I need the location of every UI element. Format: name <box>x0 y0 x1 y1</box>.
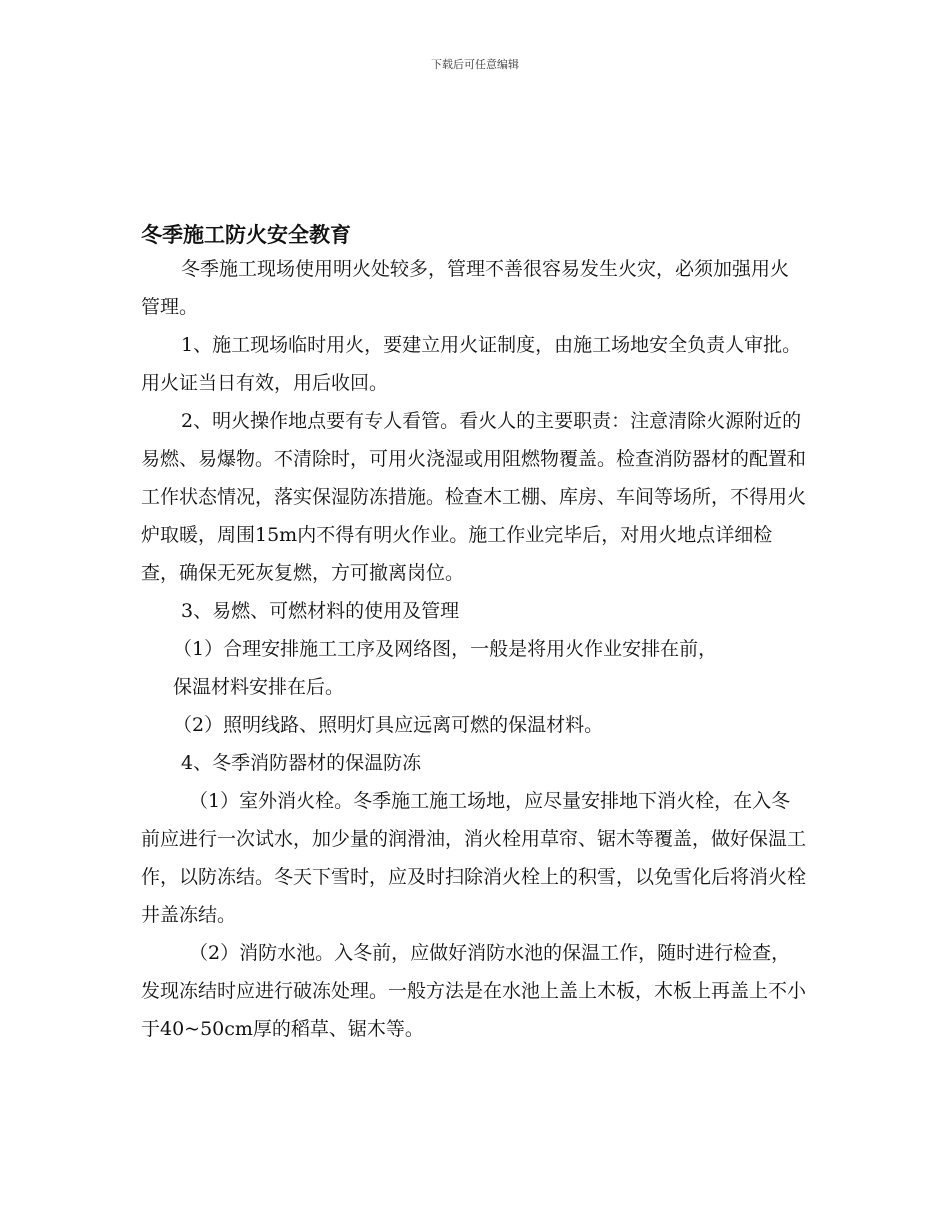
page-header: 下载后可任意编辑 <box>431 58 519 71</box>
paragraph-item-3: 3、易燃、可燃材料的使用及管理 <box>181 600 460 622</box>
document-body <box>141 220 806 1048</box>
paragraph-intro: 冬季施工现场使用明火处较多，管理不善很容易发生火灾，必须加强用火管理。 <box>141 258 790 318</box>
paragraph-item-3-1: （1）合理安排施工工序及网络图，一般是将用火作业安排在前， <box>173 638 718 660</box>
paragraph-item-3-1-cont: 保温材料安排在后。 <box>173 676 345 698</box>
paragraph-item-1: 1、施工现场临时用火，要建立用火证制度，由施工场地安全负责人审批。用火证当日有效，用后收回。 <box>141 334 802 394</box>
paragraph-item-2: 2、明火操作地点要有专人看管。看火人的主要职责：注意清除火源附近的易燃、易爆物。不清除时，可用火浇湿或用阻燃物覆盖。检查消防器材的配置和工作状态情况，落实保湿防冻措施。检查木工棚、库房、车间等场所，不得用火炉取暖，周围15m内不得有明火作业。施工作业完毕后，对用火地点详细检查，确保无死灰复燃，方可撤离岗位。 <box>141 410 807 584</box>
document-title: 冬季施工防火安全教育 <box>141 223 351 247</box>
paragraph-item-4-1: （1）室外消火栓。冬季施工施工场地，应尽量安排地下消火栓，在入冬前应进行一次试水，加少量的润滑油，消火栓用草帘、锯木等覆盖，做好保温工作，以防冻结。冬天下雪时，应及时扫除消火栓上的积雪，以免雪化后将消火栓井盖冻结。 <box>141 790 807 926</box>
paragraph-item-4: 4、冬季消防器材的保温防冻 <box>181 752 422 774</box>
paragraph-item-3-2: （2）照明线路、照明灯具应远离可燃的保温材料。 <box>173 714 604 736</box>
paragraph-item-4-2: （2）消防水池。入冬前，应做好消防水池的保温工作，随时进行检查，发现冻结时应进行破冻处理。一般方法是在水池上盖上木板，木板上再盖上不小于40~50cm厚的稻草、锯木等。 <box>141 942 807 1040</box>
